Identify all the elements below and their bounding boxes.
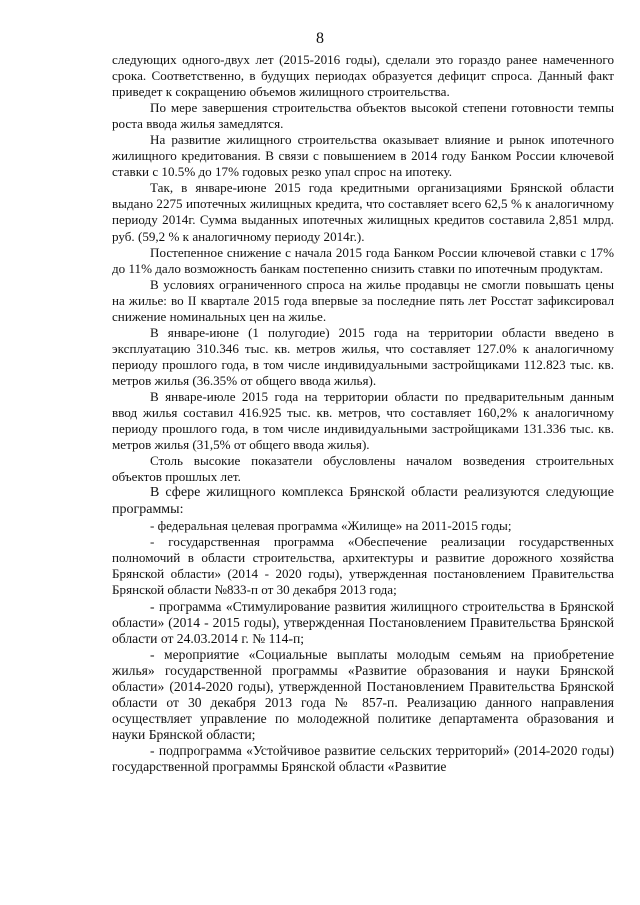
paragraph-continuation: следующих одного-двух лет (2015-2016 годы), сделали это гораздо ранее намеченного срока. Соответственно, в будущих периодах образуется дефицит спроса. Данный факт приведет к сокращению объемов жилищного строительства. bbox=[112, 52, 614, 100]
paragraph-housing-jan-jun: В январе-июне (1 полугодие) 2015 года на территории области введено в эксплуатацию 310.346 тыс. кв. метров жилья, что составляет 127.0% к аналогичному периоду прошлого года, в том числе индивидуальными застройщиками 112.823 тыс. кв. метров жилья (36.35% от общего ввода жилья). bbox=[112, 324, 614, 388]
program-item: - подпрограмма «Устойчивое развитие сельских территорий» (2014-2020 годы) государственной программы Брянской области «Развитие bbox=[112, 742, 614, 774]
program-item: - программа «Стимулирование развития жилищного строительства в Брянской области» (2014 - 2015 годы), утвержденная Постановлением Правительства Брянской области от 24.03.2014 г. № 114-п; bbox=[112, 598, 614, 646]
program-item: - федеральная целевая программа «Жилище» на 2011-2015 годы; bbox=[150, 518, 512, 534]
paragraph-high-indicators: Столь высокие показатели обусловлены началом возведения строительных объектов прошлых лет. bbox=[112, 453, 614, 485]
paragraph-housing-jan-jul: В январе-июле 2015 года на территории области по предварительным данным ввод жилья составил 416.925 тыс. кв. метров, что составляет 160,2% к аналогичному периоду прошлого года, в том числе индивидуальными застройщиками 131.336 тыс. кв. метров жилья (31,5% от общего ввода жилья). bbox=[112, 388, 614, 453]
paragraph-prices: В условиях ограниченного спроса на жилье продавцы не смогли повышать цены на жилье: во II квартале 2015 года впервые за последние пять лет Росстат зафиксировал снижение номинальных цен на жилье. bbox=[112, 276, 614, 324]
program-item: - мероприятие «Социальные выплаты молодым семьям на приобретение жилья» государственной программы «Развитие образования и науки Брянской области» (2014-2020 годы), утвержденной Постановлением Правительства Брянской области от 30 декабря 2013 года № 857-п. Реализацию данного направления осуществляет управление по молодежной политике департамента образования и науки Брянской области; bbox=[112, 646, 614, 742]
paragraph-key-rate: Постепенное снижение с начала 2015 года Банком России ключевой ставки с 17% до 11% дало возможность банкам постепенно снизить ставки по ипотечным продуктам. bbox=[112, 244, 614, 276]
program-item: - государственная программа «Обеспечение реализации государственных полномочий в области строительства, архитектуры и развитие дорожного хозяйства Брянской области» (2014 - 2020 годы), утвержденная постановлением Правительства Брянской области №833-п от 30 декабря 2013 года; bbox=[112, 534, 614, 598]
paragraph-mortgage-stats: Так, в январе-июне 2015 года кредитными организациями Брянской области выдано 2275 ипотечных жилищных кредита, что составляет всего 62,5 % к аналогичному периоду 2014г. Сумма выданных ипотечных жилищных кредитов составила 2,851 млрд. руб. (59,2 % к аналогичному периоду 2014г.). bbox=[112, 180, 614, 244]
page-body bbox=[112, 52, 614, 775]
paragraph-construction-slowdown: По мере завершения строительства объектов высокой степени готовности темпы роста ввода жилья замедлятся. bbox=[112, 100, 614, 132]
paragraph-programs-intro: В сфере жилищного комплекса Брянской области реализуются следующие программы: bbox=[112, 485, 614, 517]
page-number: 8 bbox=[316, 30, 324, 47]
paragraph-mortgage-influence: На развитие жилищного строительства оказывает влияние и рынок ипотечного жилищного кредитования. В связи с повышением в 2014 году Банком России ключевой ставки с 10.5% до 17% годовых резко упал спрос на ипотеку. bbox=[112, 132, 614, 180]
